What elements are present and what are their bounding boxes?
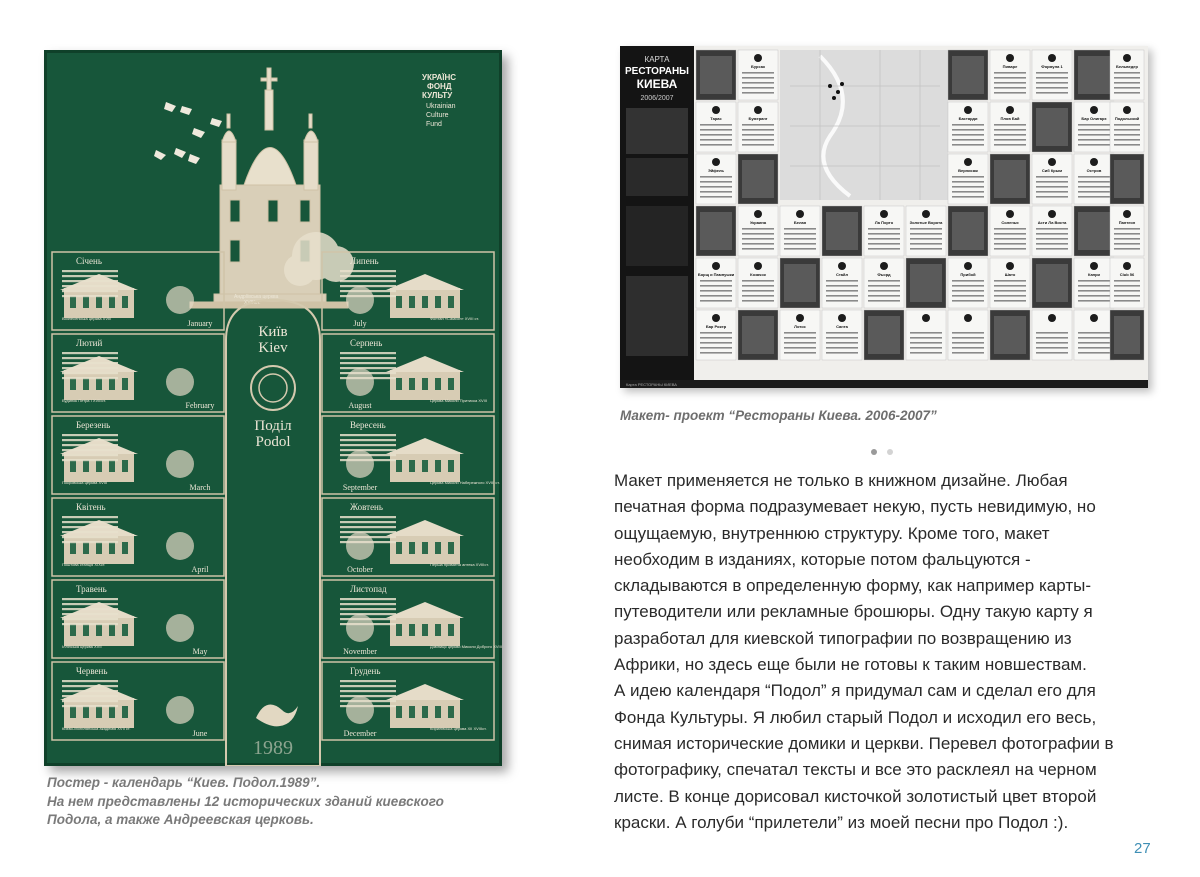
map-restaurant-cell — [906, 310, 946, 360]
body-line: разработал для киевской типографии по возвращению из — [614, 628, 1072, 648]
svg-text:Fund: Fund — [426, 121, 442, 128]
month-name-ua: Червень — [76, 666, 108, 676]
body-line: краски. А голуби “прилетели” из моей песни про Подол :). — [614, 812, 1069, 832]
map-restaurant-cell — [864, 310, 904, 360]
restaurant-name: Подольский — [1114, 116, 1140, 121]
body-line: необходим в изданиях, которые потом фальцуются - — [614, 549, 1031, 569]
body-line: путеводители или рекламные брошюры. Одну такую карту я — [614, 602, 1093, 622]
map-restaurant-cell — [1074, 50, 1114, 100]
map-restaurant-cell — [696, 310, 736, 360]
map-restaurant-cell — [822, 206, 862, 256]
map-restaurant-cell — [1110, 102, 1144, 152]
building-caption: Церква Миколи Притиска XVIII — [430, 398, 487, 403]
building-caption: Кирилівська церква XII XVIIIст. — [430, 726, 487, 731]
restaurant-name: Бурсак — [751, 64, 765, 69]
map-restaurant-cell — [1110, 258, 1144, 308]
map-restaurant-cell — [780, 258, 820, 308]
map-restaurant-cell — [990, 50, 1030, 100]
restaurant-name: Санта — [836, 324, 848, 329]
month-name-ua: Грудень — [350, 666, 381, 676]
map-restaurant-cell — [864, 258, 904, 308]
svg-text:Ukrainian: Ukrainian — [426, 103, 456, 110]
restaurant-name: Ла Порто — [874, 220, 894, 225]
month-name-en: December — [343, 729, 377, 738]
body-text — [614, 468, 1154, 836]
svg-text:Андріївська церква: Андріївська церква — [234, 294, 279, 300]
month-name-ua: Квітень — [76, 502, 106, 512]
map-restaurant-cell — [990, 154, 1030, 204]
restaurant-name: Пантеон — [1118, 220, 1136, 225]
month-name-en: May — [192, 647, 208, 656]
restaurant-name: Пиваре — [1002, 64, 1018, 69]
map-restaurant-cell — [948, 258, 988, 308]
map-restaurant-cell — [948, 102, 988, 152]
body-line: снимая исторические домики и церкви. Перевел фотографии в — [614, 733, 1114, 753]
month-name-ua: Вересень — [350, 420, 386, 430]
map-restaurant-cell — [990, 102, 1030, 152]
map-restaurant-cell — [1110, 50, 1144, 100]
map-restaurant-cell — [780, 206, 820, 256]
restaurant-name: Асти Ла Виста — [1037, 220, 1067, 225]
restaurant-name: Стайл — [835, 272, 849, 277]
restaurant-name: Лотос — [794, 324, 806, 329]
body-line: фотографику, спечатал тексты и все это расклеял на черном — [614, 760, 1097, 780]
month-name-en: January — [187, 319, 213, 328]
restaurant-name: Club 56 — [1119, 272, 1135, 277]
month-name-ua: Листопад — [350, 584, 387, 594]
restaurant-name: Бастарди — [958, 116, 978, 121]
body-line: ощущаемую, внутреннюю структуру. Кроме того, макет — [614, 523, 1050, 543]
map-restaurant-cell — [780, 310, 820, 360]
map-restaurant-cell — [1032, 154, 1072, 204]
map-restaurant-cell — [1110, 206, 1144, 256]
map-restaurant-cell — [1032, 206, 1072, 256]
restaurant-name: Козачок — [750, 272, 766, 277]
svg-text:2006/2007: 2006/2007 — [640, 95, 674, 102]
restaurant-name: Прибой — [960, 272, 976, 277]
map-restaurant-cell — [696, 206, 736, 256]
map-restaurant-cell — [990, 310, 1030, 360]
map-restaurant-cell — [1074, 310, 1114, 360]
poster-artwork — [44, 50, 502, 766]
map-restaurant-cell — [948, 310, 988, 360]
building-caption: Києво-Могилянська академія XVII ст. — [62, 726, 131, 731]
restaurant-name: Бумеранг — [748, 116, 768, 121]
svg-text:Київ: Київ — [258, 324, 288, 340]
poster-caption — [47, 774, 507, 830]
month-name-en: November — [343, 647, 377, 656]
month-name-en: June — [192, 729, 208, 738]
svg-text:XVIIIст.: XVIIIст. — [244, 300, 261, 306]
map-restaurant-cell — [738, 258, 778, 308]
body-line: А идею календаря “Подол” я придумал сам и сделал его для — [614, 681, 1096, 701]
restaurant-name: Бар Рокер — [705, 324, 727, 329]
building-caption: Іллінська церква XVII — [62, 644, 102, 649]
building-caption: Перша приватна аптека XVIIIст. — [430, 562, 489, 567]
svg-text:Поділ: Поділ — [254, 418, 292, 434]
svg-text:Podol: Podol — [255, 434, 291, 450]
restaurant-name: Сиб Крым — [1041, 168, 1063, 173]
map-restaurant-cell — [822, 258, 862, 308]
map-restaurant-cell — [696, 258, 736, 308]
map-caption: Макет- проект “Рестораны Киева. 2006-2007” — [620, 408, 937, 423]
map-restaurant-cell — [948, 154, 988, 204]
building-caption: Дзвіниця церкви Миколи Доброго XVIII — [430, 644, 502, 649]
map-restaurant-cell — [1110, 310, 1144, 360]
carousel-dots — [871, 442, 899, 460]
map-restaurant-cell — [696, 154, 736, 204]
building-caption: Фонтан «Самсон» XVIII ст. — [430, 316, 480, 321]
restaurant-name: Бар Олигарх — [1081, 116, 1107, 121]
carousel-dot[interactable] — [887, 449, 893, 455]
map-restaurant-cell — [696, 50, 736, 100]
restaurant-name: Вернисаж — [958, 168, 978, 173]
svg-text:КАРТА: КАРТА — [644, 55, 670, 64]
map-restaurant-cell — [864, 206, 904, 256]
svg-text:Culture: Culture — [426, 112, 449, 119]
restaurant-name: Шато — [1004, 272, 1016, 277]
month-name-ua: Травень — [76, 584, 107, 594]
map-restaurant-cell — [696, 102, 736, 152]
restaurant-name: Белая — [793, 220, 807, 225]
body-line: Макет применяется не только в книжном дизайне. Любая — [614, 471, 1068, 490]
body-line: листе. В конце дорисовал кисточкой золотистый цвет второй — [614, 786, 1097, 806]
poster-caption-line: Постер - календарь “Киев. Подол.1989”. — [47, 775, 321, 790]
building-caption: Церква Миколи Набережного XVIII ст. — [430, 480, 500, 485]
month-name-ua: Серпень — [350, 338, 383, 348]
building-caption: Будинок Петра I XVIIIст. — [62, 398, 107, 403]
restaurant-name: Плов Бай — [1000, 116, 1020, 121]
restaurant-name: Соленья — [1001, 220, 1019, 225]
carousel-dot-active[interactable] — [871, 449, 877, 455]
map-restaurant-cell — [906, 206, 946, 256]
restaurant-name: Фьорд — [877, 272, 891, 277]
map-restaurant-cell — [1032, 50, 1072, 100]
svg-text:КИЕВА: КИЕВА — [636, 77, 678, 91]
restaurant-name: Украина — [749, 220, 767, 225]
building-caption: Поштова станція XIXст. — [62, 562, 106, 567]
map-restaurant-cell — [1074, 102, 1114, 152]
map-restaurant-cell — [1032, 310, 1072, 360]
svg-text:Карта РЕСТОРАНЫ КИЕВА: Карта РЕСТОРАНЫ КИЕВА — [626, 382, 677, 387]
building-caption: Вознесенська церква XVIII — [62, 316, 112, 321]
restaurant-name: Формула 1 — [1041, 64, 1063, 69]
map-restaurant-cell — [990, 206, 1030, 256]
svg-text:РЕСТОРАНЫ: РЕСТОРАНЫ — [625, 66, 689, 77]
month-name-en: February — [185, 401, 215, 410]
map-restaurant-cell — [948, 206, 988, 256]
month-name-en: October — [347, 565, 373, 574]
map-restaurant-cell — [906, 258, 946, 308]
month-name-ua: Жовтень — [350, 502, 383, 512]
month-name-ua: Лютий — [76, 338, 103, 348]
poster-caption-line: Подола, а также Андреевская церковь. — [47, 812, 314, 827]
map-restaurant-cell — [738, 50, 778, 100]
restaurant-name: Эйфель — [708, 168, 724, 173]
restaurant-name: Борщ и Пампушки — [697, 272, 735, 277]
building-caption: Покровська церква XVIII — [62, 480, 108, 485]
restaurant-name: Капри — [1087, 272, 1101, 277]
map-restaurant-cell — [1032, 258, 1072, 308]
restaurant-name: Золотые Ворота — [909, 220, 943, 225]
restaurant-map-image — [620, 46, 1148, 388]
map-restaurant-cell — [738, 154, 778, 204]
body-line: печатная форма подразумевает некую, пусть невидимую, но — [614, 497, 1096, 517]
map-restaurant-cell — [1074, 206, 1114, 256]
map-restaurant-cell — [822, 310, 862, 360]
month-name-ua: Липень — [350, 256, 379, 266]
map-restaurant-cell — [738, 310, 778, 360]
month-name-en: April — [191, 565, 209, 574]
svg-text:ФОНД: ФОНД — [427, 82, 452, 91]
svg-text:УКРАЇНС: УКРАЇНС — [422, 73, 457, 82]
restaurant-name: Бельведер — [1116, 64, 1138, 69]
map-restaurant-cell — [738, 102, 778, 152]
poster-caption-line: На нем представлены 12 исторических зданий киевского — [47, 793, 444, 809]
map-restaurant-cell — [948, 50, 988, 100]
svg-text:1989: 1989 — [253, 737, 293, 759]
restaurant-name: Тарас — [710, 116, 722, 121]
month-name-en: September — [342, 483, 378, 492]
page-number: 27 — [1134, 840, 1151, 857]
svg-text:Kiev: Kiev — [258, 340, 288, 356]
month-name-ua: Січень — [76, 256, 102, 266]
map-restaurant-cell — [990, 258, 1030, 308]
map-restaurant-cell — [1074, 154, 1114, 204]
map-restaurant-cell — [738, 206, 778, 256]
map-restaurant-cell — [1032, 102, 1072, 152]
month-name-en: March — [189, 483, 211, 492]
map-restaurant-cell — [1074, 258, 1114, 308]
month-name-ua: Березень — [76, 420, 111, 430]
map-restaurant-cell — [1110, 154, 1144, 204]
restaurant-name: Остров — [1086, 168, 1102, 173]
month-name-en: July — [353, 319, 367, 328]
body-line: Африки, но здесь еще были не готовы к таким новшествам. — [614, 655, 1087, 675]
map-artwork — [620, 46, 1148, 388]
body-line: Фонда Культуры. Я любил старый Подол и исходил его весь, — [614, 707, 1097, 727]
svg-text:КУЛЬТУ: КУЛЬТУ — [422, 91, 453, 100]
body-line: складываются в определенную форму, как например карты- — [614, 576, 1091, 596]
month-name-en: August — [348, 401, 372, 410]
calendar-poster-image — [44, 50, 502, 766]
